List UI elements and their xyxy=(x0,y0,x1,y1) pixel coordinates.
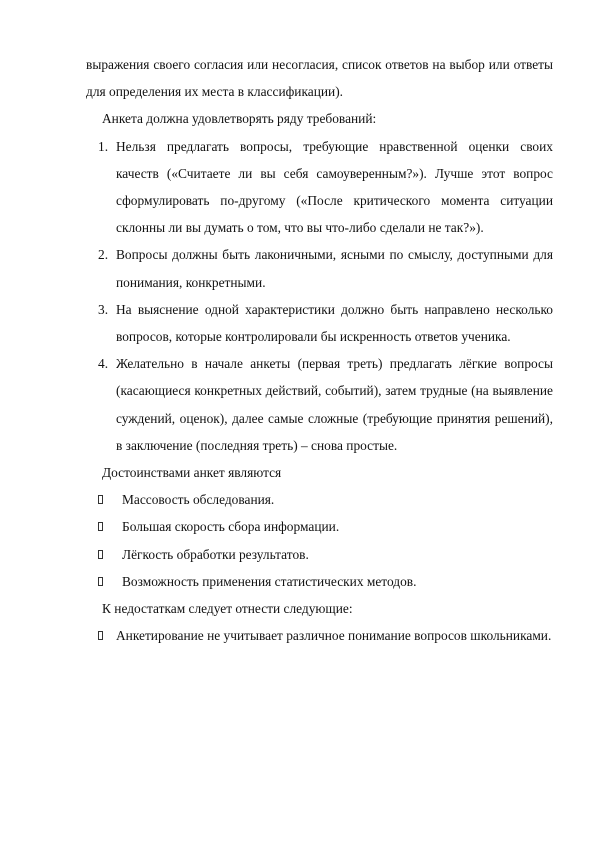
disadvantages-title: К недостаткам следует отнести следующие: xyxy=(102,601,353,617)
bullet-icon xyxy=(98,631,103,640)
list-number: 2. xyxy=(98,247,109,263)
list-item-text: На выяснение одной характеристики должно быть направлено несколько вопросов, которые контролировали бы искренность ответов ученика. xyxy=(116,301,553,345)
list-item-text: Массовость обследования. xyxy=(122,492,275,508)
list-item xyxy=(86,568,553,595)
requirements-list xyxy=(86,133,553,459)
list-item-text: Лёгкость обработки результатов. xyxy=(122,546,309,562)
intro-paragraph: выражения своего согласия или несогласия, список ответов на выбор или ответы для определения их места в классификации). xyxy=(86,57,553,100)
list-item xyxy=(86,513,553,540)
bullet-icon xyxy=(98,577,103,586)
list-item xyxy=(86,622,553,649)
list-item xyxy=(86,296,553,350)
list-number: 3. xyxy=(98,301,109,317)
list-item-text: Большая скорость сбора информации. xyxy=(122,519,340,535)
advantages-title: Достоинствами анкет являются xyxy=(102,465,282,481)
list-item xyxy=(86,541,553,568)
list-item-text: Вопросы должны быть лаконичными, ясными по смыслу, доступными для понимания, конкретными. xyxy=(116,247,553,290)
disadvantages-list xyxy=(86,622,553,649)
list-number: 4. xyxy=(98,356,109,372)
list-item-text: Желательно в начале анкеты (первая треть) предлагать лёгкие вопросы (касающиеся конкретных действий, событий), затем трудные (на выявление суждений, оценок), далее самые сложные (требующие принятия решений), в заключение (последняя треть) – снова простые. xyxy=(116,356,553,453)
list-item xyxy=(86,133,553,242)
list-item xyxy=(86,486,553,513)
advantages-list xyxy=(86,486,553,595)
list-item xyxy=(86,241,553,295)
document-page xyxy=(86,51,553,649)
list-number: 1. xyxy=(98,138,109,154)
bullet-icon xyxy=(98,495,103,504)
list-item-text: Анкетирование не учитывает различное понимание вопросов школьниками. xyxy=(116,628,552,644)
list-item-text: Нельзя предлагать вопросы, требующие нравственной оценки своих качеств («Считаете ли вы себя самоуверенным?»). Лучше этот вопрос сформулировать по-другому («После критического момента ситуации склонны ли вы думать о том, что вы что-либо сделали не так?»). xyxy=(116,138,553,236)
requirements-intro: Анкета должна удовлетворять ряду требований: xyxy=(102,111,377,127)
bullet-icon xyxy=(98,522,103,531)
bullet-icon xyxy=(98,550,103,559)
list-item-text: Возможность применения статистических методов. xyxy=(122,573,417,589)
list-item xyxy=(86,350,553,459)
